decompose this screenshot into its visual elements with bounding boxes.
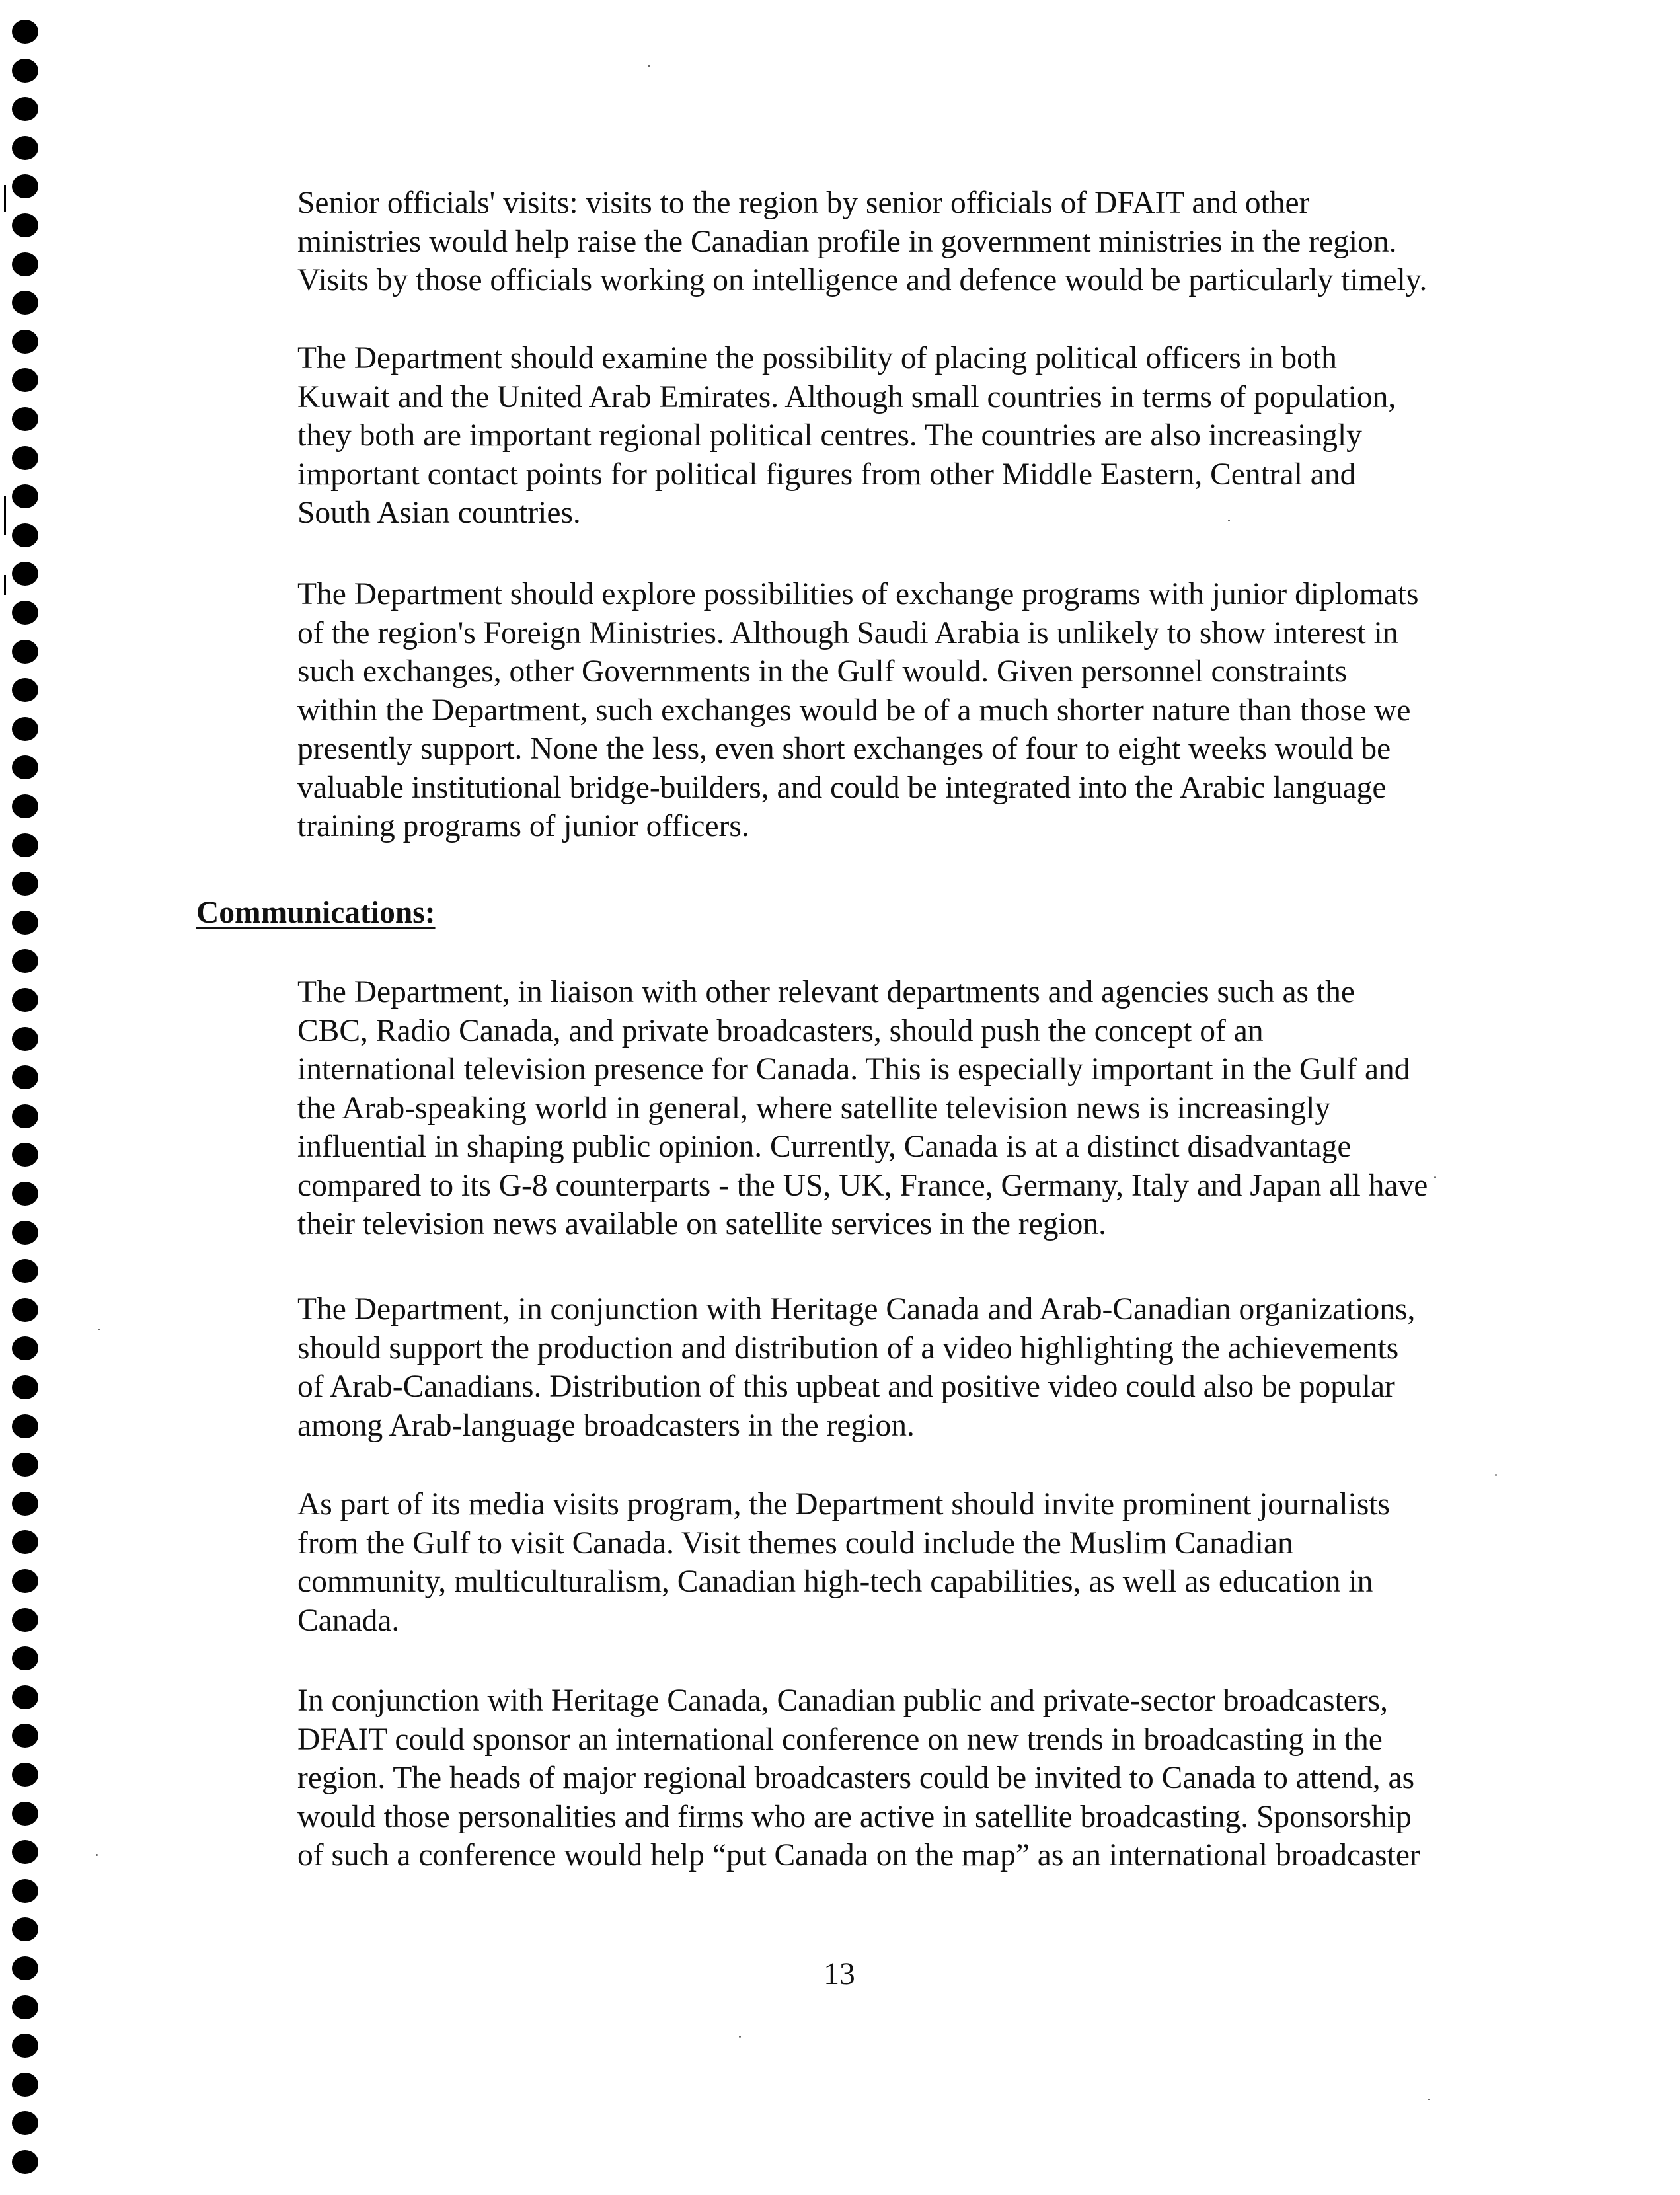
binding-hole (12, 2111, 38, 2135)
binding-hole (12, 2150, 38, 2174)
binding-hole (12, 1065, 38, 1089)
binding-hole (12, 97, 38, 121)
binding-hole (12, 872, 38, 896)
binding-holes (0, 20, 46, 2194)
binding-hole (12, 1492, 38, 1516)
binding-hole (12, 1104, 38, 1128)
binding-hole (12, 1763, 38, 1787)
binding-hole (12, 755, 38, 779)
binding-hole (12, 1221, 38, 1245)
paragraph-video-arab-canadians: The Department, in conjunction with Heritage Canada and Arab-Canadian organizations, should support the production and distribution of a video highlighting the achievements of Arab-Canadians. Distribution of this upbeat and positive video could also be popular among Arab-language broadcasters in the region. (297, 1292, 1416, 1443)
binding-hole (12, 446, 38, 470)
binding-hole (12, 484, 38, 508)
binding-hole (12, 1336, 38, 1360)
binding-edge-mark (4, 185, 6, 212)
binding-hole (12, 717, 38, 741)
binding-hole (12, 949, 38, 973)
binding-hole (12, 1879, 38, 1903)
paragraph-senior-officials-visits: Senior officials' visits: visits to the region by senior officials of DFAIT and other ministries would help raise the Canadian profile in government ministries in the region. Visits by those officials working on intelligence and defence would be particularly timely. (297, 186, 1428, 297)
binding-hole (12, 407, 38, 431)
binding-hole (12, 523, 38, 547)
binding-hole (12, 833, 38, 857)
scan-speck (1495, 1474, 1497, 1476)
binding-hole (12, 911, 38, 935)
binding-hole (12, 2073, 38, 2097)
binding-hole (12, 678, 38, 702)
binding-hole (12, 1414, 38, 1438)
binding-hole (12, 1259, 38, 1283)
scan-speck (648, 65, 650, 67)
paragraph-exchange-programs: The Department should explore possibilities of exchange programs with junior diplomats of the region's Foreign Ministries. Although Saudi Arabia is unlikely to show interest in such exchanges, other Governments in the Gulf would. Given personnel constraints within the Department, such exchanges would be of a much shorter nature than those we presently support. None the less, even short exchanges of four to eight weeks would be valuable institutional bridge-builders, and could be integrated into the Arabic language training programs of junior officers. (297, 577, 1419, 843)
binding-hole (12, 174, 38, 198)
binding-hole (12, 1569, 38, 1593)
binding-hole (12, 562, 38, 586)
binding-hole (12, 1724, 38, 1748)
binding-hole (12, 330, 38, 354)
binding-hole (12, 640, 38, 664)
binding-hole (12, 1917, 38, 1941)
binding-hole (12, 1802, 38, 1826)
binding-hole (12, 1685, 38, 1709)
binding-hole (12, 988, 38, 1012)
scan-speck (1228, 520, 1230, 521)
scan-speck (98, 1329, 100, 1330)
binding-edge-mark (4, 575, 6, 595)
binding-hole (12, 1298, 38, 1322)
binding-hole (12, 1608, 38, 1632)
binding-hole (12, 601, 38, 625)
binding-hole (12, 291, 38, 315)
binding-hole (12, 1453, 38, 1477)
binding-hole (12, 20, 38, 44)
scan-speck (1434, 1176, 1436, 1178)
binding-hole (12, 1530, 38, 1554)
binding-hole (12, 213, 38, 237)
binding-hole (12, 1182, 38, 1206)
binding-hole (12, 1840, 38, 1864)
paragraph-media-visits: As part of its media visits program, the Department should invite prominent journalists from the Gulf to visit Canada. Visit themes could include the Muslim Canadian community, multiculturalism, Canadian high-tech capabilities, as well as education in Canada. (297, 1487, 1390, 1638)
binding-hole (12, 2034, 38, 2058)
scan-speck (1428, 2099, 1430, 2100)
binding-hole (12, 1956, 38, 1980)
binding-hole (12, 1143, 38, 1167)
paragraph-broadcasting-conference: In conjunction with Heritage Canada, Canadian public and private-sector broadcasters, DFAIT could sponsor an international conference on new trends in broadcasting in the region. The heads of major regional broadcasters could be invited to Canada to attend, as would those personalities and firms who are active in satellite broadcasting. Sponsorship of such a conference would help “put Canada on the map” as an international broadcaster (297, 1683, 1420, 1872)
binding-hole (12, 368, 38, 392)
paragraph-international-television: The Department, in liaison with other relevant departments and agencies such as the CBC, Radio Canada, and private broadcasters, should push the concept of an international television presence for Canada. This is especially important in the Gulf and the Arab-speaking world in general, where satellite television news is increasingly influential in shaping public opinion. Currently, Canada is at a distinct disadvantage compared to its G-8 counterparts - the US, UK, France, Germany, Italy and Japan all have their television news available on satellite services in the region. (297, 975, 1428, 1241)
scan-speck (96, 1854, 98, 1856)
paragraph-political-officers: The Department should examine the possibility of placing political officers in both Kuwait and the United Arab Emirates. Although small countries in terms of population, they both are important regional political centres. The countries are also increasingly important contact points for political figures from other Middle Eastern, Central and South Asian countries. (297, 341, 1396, 530)
section-heading-communications: Communications: (196, 896, 436, 930)
binding-hole (12, 1375, 38, 1399)
binding-hole (12, 1646, 38, 1670)
binding-hole (12, 59, 38, 83)
binding-hole (12, 1027, 38, 1051)
binding-hole (12, 136, 38, 160)
binding-edge-mark (4, 496, 6, 535)
scan-speck (739, 2036, 741, 2038)
page-number: 13 (823, 1957, 855, 1991)
binding-hole (12, 252, 38, 276)
binding-hole (12, 1995, 38, 2019)
binding-hole (12, 794, 38, 818)
